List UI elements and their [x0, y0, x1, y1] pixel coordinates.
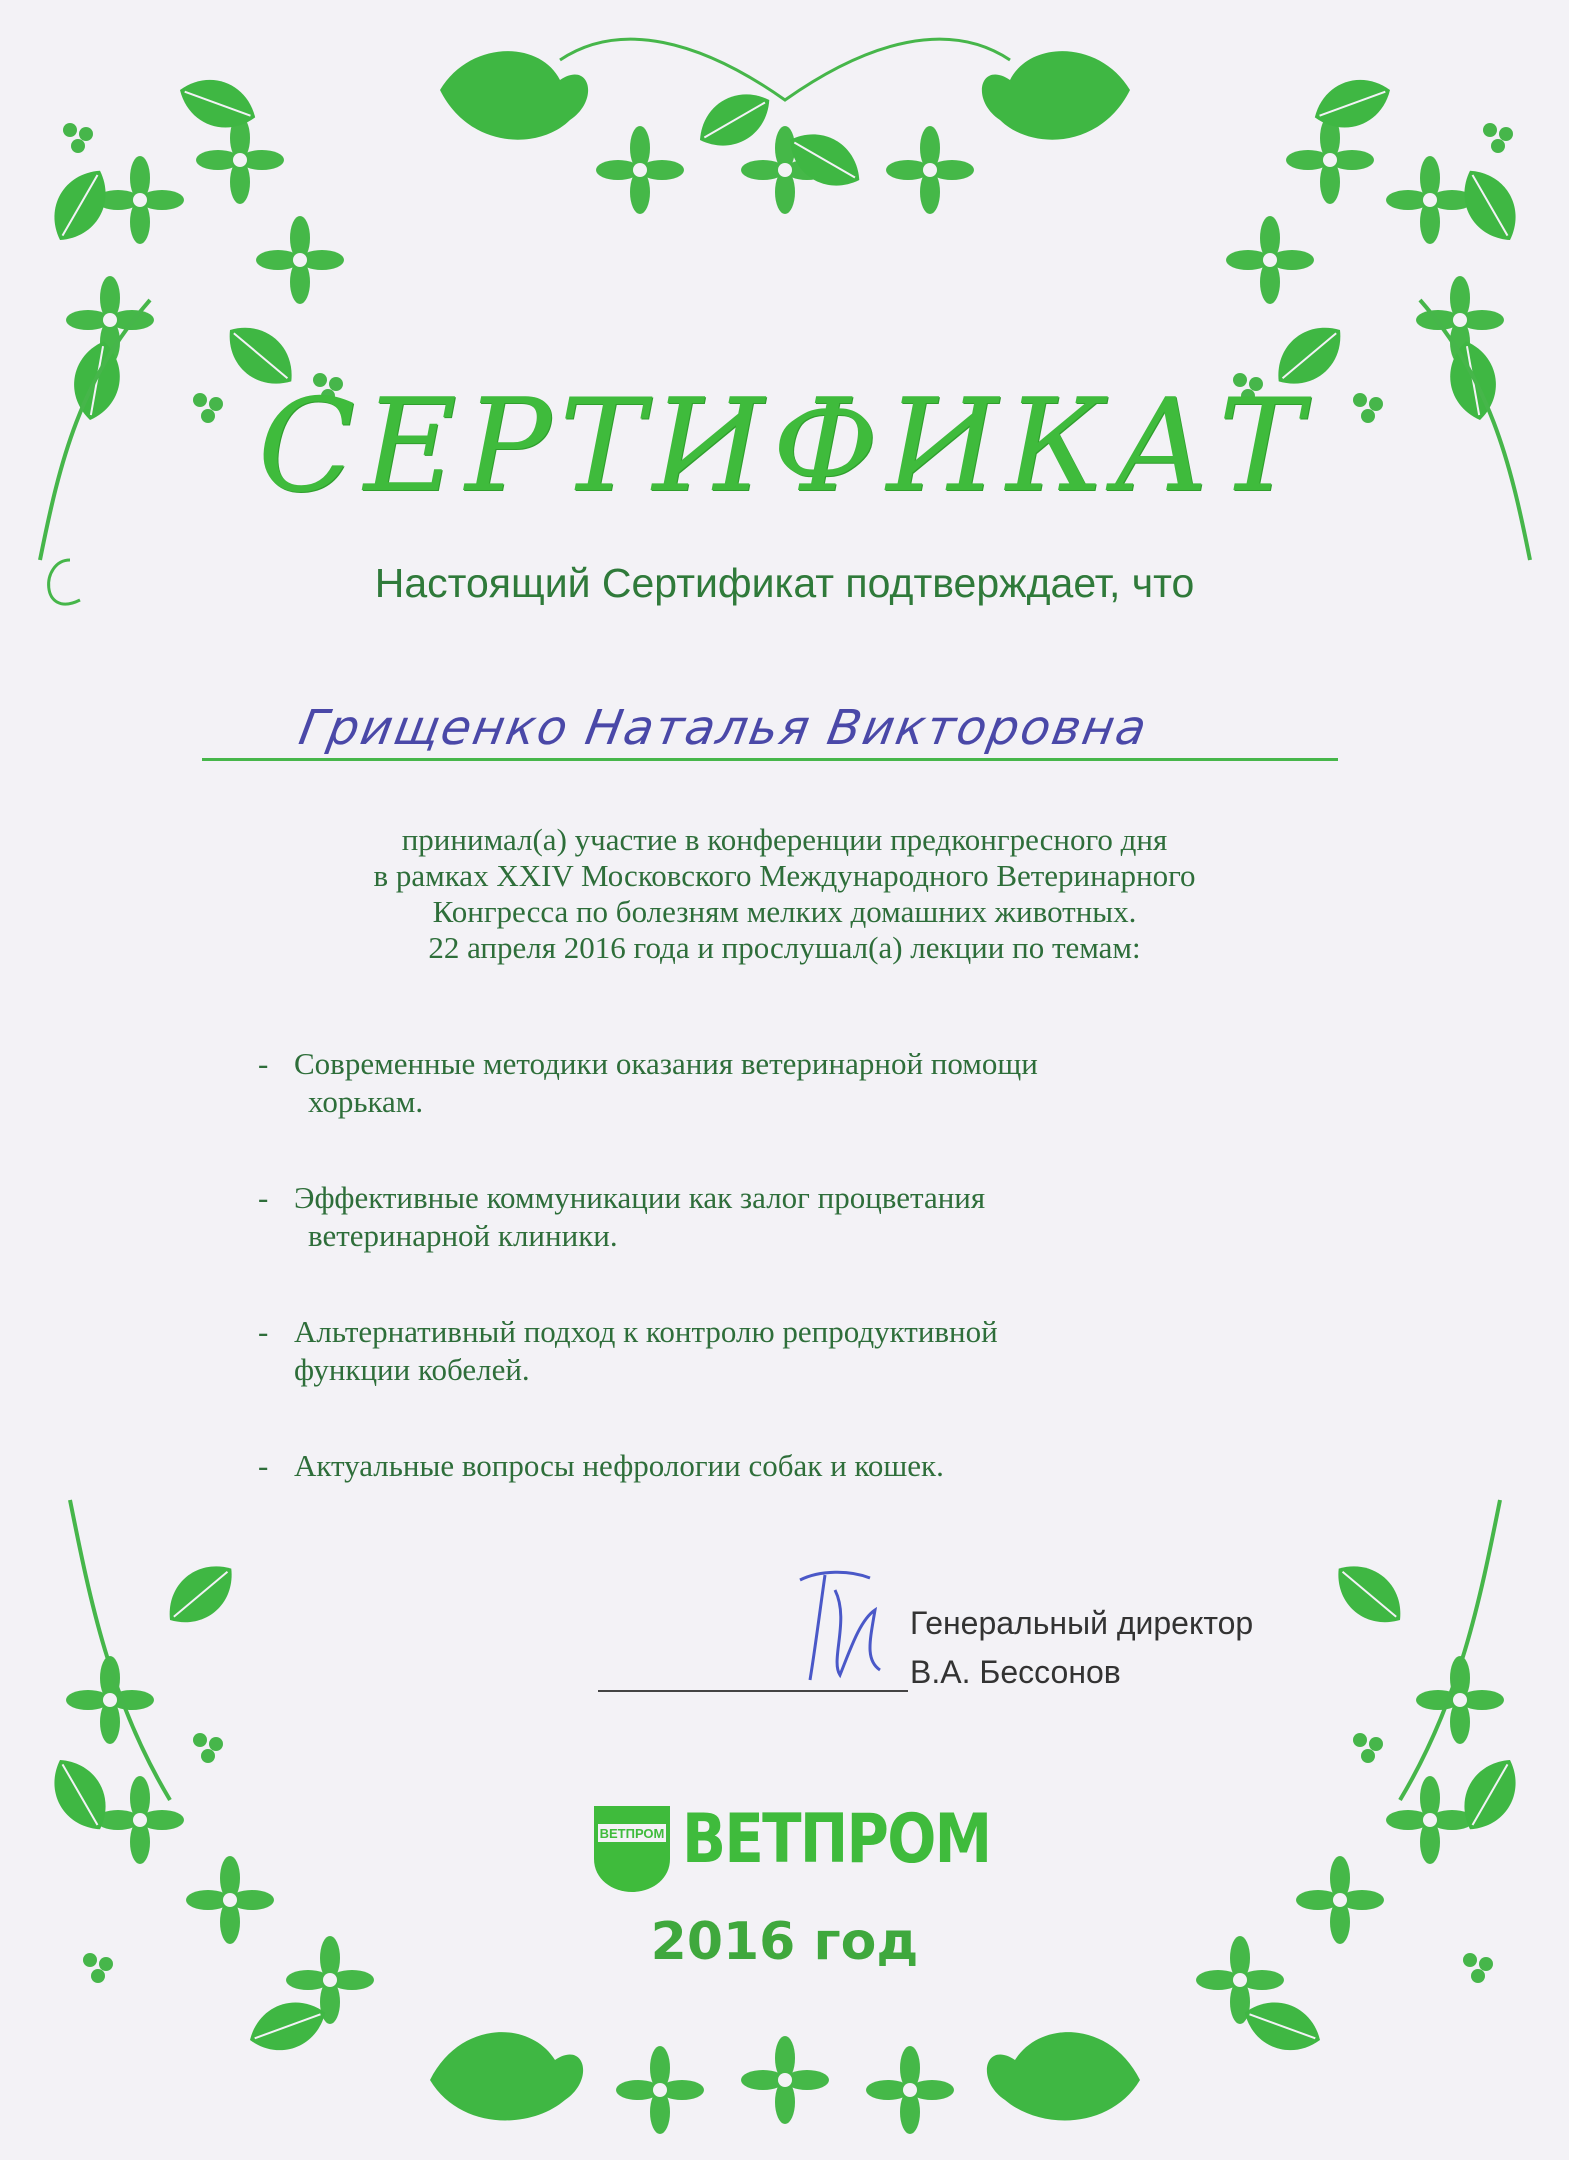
- topic-line-continued: ветеринарной клиники.: [308, 1218, 618, 1253]
- recipient-name: Грищенко Наталья Викторовна: [295, 700, 1153, 756]
- certificate-subtitle: Настоящий Сертификат подтверждает, что: [374, 560, 1195, 606]
- topic-line: Актуальные вопросы нефрологии собак и кошек.: [294, 1448, 944, 1483]
- topic-line-continued: хорькам.: [308, 1084, 424, 1119]
- topic-dash: -: [258, 1046, 269, 1081]
- topic-dash: -: [258, 1180, 269, 1215]
- topic-item: [258, 1313, 1358, 1389]
- topic-line-continued: функции кобелей.: [294, 1352, 530, 1387]
- topic-item: [258, 1045, 1358, 1121]
- certificate-title: СЕРТИФИКАТ: [257, 372, 1312, 521]
- body-line: 22 апреля 2016 года и прослушал(а) лекции по темам:: [428, 930, 1141, 965]
- topic-item: [258, 1447, 1358, 1485]
- topics-list: [258, 1045, 1358, 1543]
- topic-dash: -: [258, 1314, 269, 1349]
- body-line: Конгресса по болезням мелких домашних животных.: [432, 894, 1137, 929]
- body-line: в рамках XXIV Московского Международного Ветеринарного: [373, 858, 1196, 893]
- body-line: принимал(а) участие в конференции предконгресного дня: [401, 822, 1168, 857]
- signatory-role: Генеральный директор: [910, 1605, 1254, 1641]
- logo-badge-text: ВЕТПРОМ: [599, 1826, 665, 1841]
- topic-dash: -: [258, 1448, 269, 1483]
- topic-line: Альтернативный подход к контролю репродуктивной: [294, 1314, 998, 1349]
- vetprom-logo-icon: [592, 1804, 672, 1894]
- name-underline: [202, 758, 1338, 761]
- topic-item: [258, 1179, 1358, 1255]
- topic-line: Эффективные коммуникации как залог процветания: [294, 1180, 986, 1215]
- signatory-name: В.А. Бессонов: [910, 1654, 1121, 1690]
- topic-line: Современные методики оказания ветеринарной помощи: [294, 1046, 1038, 1081]
- brand-name: ВЕТПРОМ: [682, 1800, 991, 1879]
- certificate-body: [0, 822, 1569, 966]
- signature-icon: [780, 1560, 910, 1700]
- certificate-year: 2016 год: [650, 1912, 919, 1972]
- signature-line: [598, 1690, 908, 1692]
